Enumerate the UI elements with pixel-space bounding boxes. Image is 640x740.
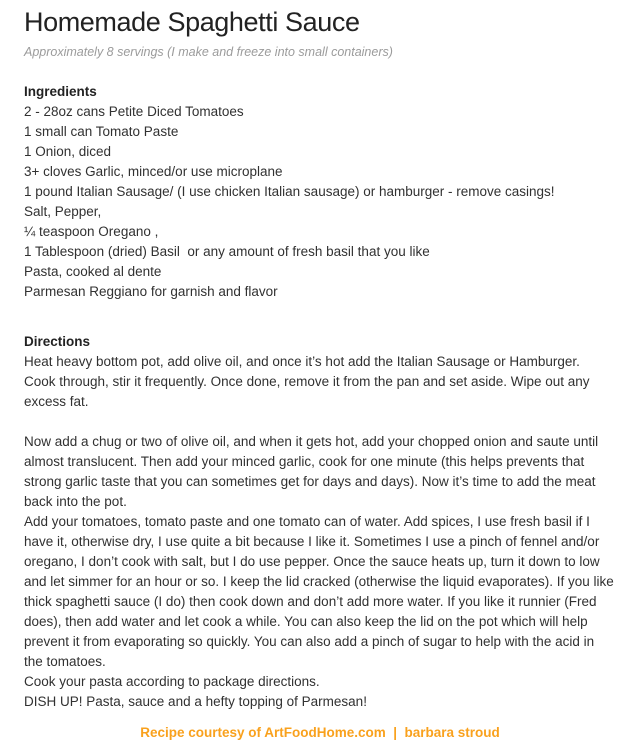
footer-credit: Recipe courtesy of ArtFoodHome.com | barbara stroud xyxy=(140,725,500,740)
directions-section xyxy=(24,332,616,712)
direction-paragraph: DISH UP! Pasta, sauce and a hefty topping of Parmesan! xyxy=(24,694,367,709)
ingredients-section xyxy=(24,82,616,302)
direction-paragraph: Add your tomatoes, tomato paste and one tomato can of water. Add spices, I use fresh basil if I have it, otherwise dry, I use quite a bit because I like it. Sometimes I use a pinch of fennel and/or oregano, I don’t cook with salt, but I do use pepper. Once the sauce heats up, turn it down to low and let simmer for an hour or so. I keep the lid cracked (otherwise the liquid evaporates). If you like thick spaghetti sauce (I do) then cook down and don’t add more water. If you like it runnier (Fred does), then add water and let cook a while. You can also keep the lid on the pot which will help prevent it from evaporating so quickly. You can also add a pinch of sugar to help with the acid in the tomatoes. xyxy=(24,514,618,669)
page-title: Homemade Spaghetti Sauce xyxy=(24,7,360,37)
ingredient-item: Salt, Pepper, xyxy=(24,204,102,219)
ingredient-item: 1 pound Italian Sausage/ (I use chicken Italian sausage) or hamburger - remove casings! xyxy=(24,184,555,199)
ingredient-item: 1 Onion, diced xyxy=(24,144,112,159)
direction-paragraph: Now add a chug or two of olive oil, and when it gets hot, add your chopped onion and saute until almost translucent. Then add your minced garlic, cook for one minute (this helps prevents that strong garlic taste that you can sometimes get for days and days). Now it’s time to add the meat back into the pot. xyxy=(24,434,602,509)
ingredient-item: Parmesan Reggiano for garnish and flavor xyxy=(24,284,278,299)
servings-note: Approximately 8 servings (I make and freeze into small containers) xyxy=(24,45,393,59)
ingredients-heading: Ingredients xyxy=(24,84,97,99)
ingredient-item: 2 - 28oz cans Petite Diced Tomatoes xyxy=(24,104,244,119)
direction-paragraph: Heat heavy bottom pot, add olive oil, and once it’s hot add the Italian Sausage or Hamburger. Cook through, stir it frequently. Once done, remove it from the pan and set aside. Wipe out any excess fat. xyxy=(24,354,594,409)
ingredient-item: Pasta, cooked al dente xyxy=(24,264,162,279)
ingredient-list xyxy=(24,102,616,302)
ingredient-item: 1 Tablespoon (dried) Basil or any amount of fresh basil that you like xyxy=(24,244,430,259)
ingredient-item: 3+ cloves Garlic, minced/or use microplane xyxy=(24,164,283,179)
ingredient-item: 1 small can Tomato Paste xyxy=(24,124,179,139)
ingredient-item: ¼ teaspoon Oregano , xyxy=(24,224,159,239)
directions-heading: Directions xyxy=(24,334,91,349)
direction-paragraph: Cook your pasta according to package directions. xyxy=(24,674,320,689)
